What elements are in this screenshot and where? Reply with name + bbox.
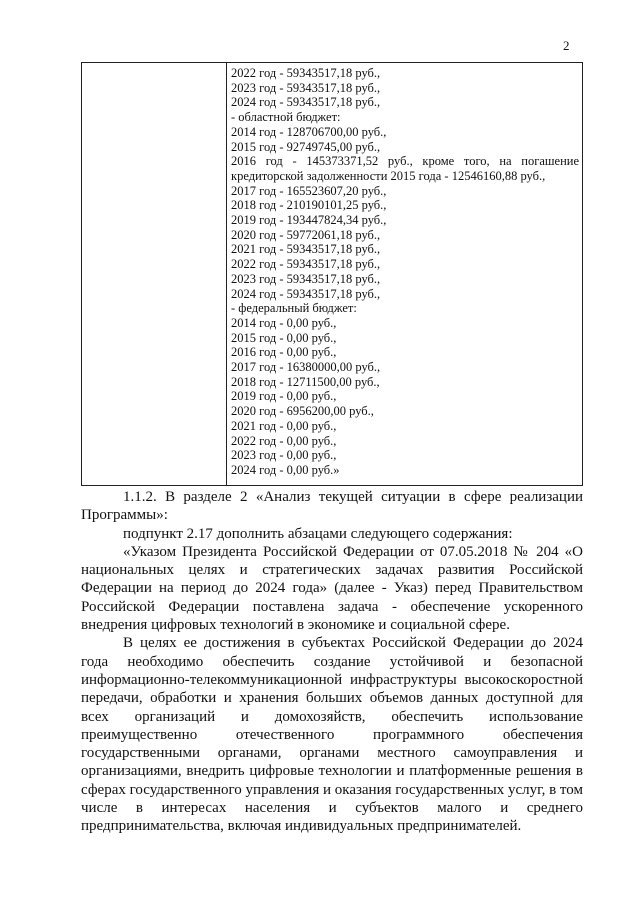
funding-line: 2021 год - 0,00 руб., (231, 418, 337, 433)
paragraph-digital-goals: В целях ее достижения в субъектах Российской Федерации до 2024 года необходимо обеспечить создание устойчивой и безопасной информационно-телекоммуникационной инфраструктуры высокоскоростной передачи, обработки и хранения больших объемов данных доступной для всех организаций и домохозяйств, обеспечить использование преимущественно отечественного программного обеспечения государственными органами, органами местного самоуправления и организациями, внедрить цифровые технологии и платформенные решения в сферах государственного управления и оказания государственных услуг, в том числе в интересах населения и субъектов малого и среднего предпринимательства, включая индивидуальных предпринимателей. (81, 635, 583, 835)
funding-line: 2023 год - 59343517,18 руб., (231, 80, 381, 95)
paragraph-subpoint-instruction: подпункт 2.17 дополнить абзацами следующего содержания: (123, 525, 513, 542)
funding-line: кредиторской задолженности 2015 года - 12546160,88 руб., (231, 168, 546, 183)
funding-line: 2024 год - 59343517,18 руб., (231, 286, 381, 301)
funding-line: 2015 год - 0,00 руб., (231, 330, 337, 345)
funding-line: 2015 год - 92749745,00 руб., (231, 139, 381, 154)
table-right-cell (227, 63, 582, 485)
funding-line: 2023 год - 0,00 руб., (231, 448, 337, 463)
funding-line: 2014 год - 128706700,00 руб., (231, 124, 387, 139)
funding-line: 2022 год - 59343517,18 руб., (231, 66, 381, 80)
funding-line: 2023 год - 59343517,18 руб., (231, 271, 381, 286)
table-left-cell (82, 63, 227, 485)
document-body (81, 488, 583, 836)
funding-line: 2016 год - 145373371,52 руб., кроме того, на погашение (231, 154, 579, 169)
budget-heading-regional: - областной бюджет: (231, 110, 341, 125)
funding-table (81, 62, 583, 486)
funding-line: 2018 год - 12711500,00 руб., (231, 374, 380, 389)
funding-line: 2017 год - 165523607,20 руб., (231, 183, 387, 198)
funding-line: 2018 год - 210190101,25 руб., (231, 198, 387, 213)
funding-line: 2020 год - 6956200,00 руб., (231, 404, 374, 419)
funding-line: 2014 год - 0,00 руб., (231, 315, 337, 330)
funding-line: 2017 год - 16380000,00 руб., (231, 360, 381, 375)
funding-line: 2020 год - 59772061,18 руб., (231, 227, 381, 242)
funding-line: 2022 год - 0,00 руб., (231, 433, 337, 448)
page-number: 2 (563, 38, 570, 53)
paragraph-decree-reference: «Указом Президента Российской Федерации от 07.05.2018 № 204 «О национальных целях и стратегических задачах развития Российской Федерации на период до 2024 года» (далее - Указ) перед Правительством Российской Федерации поставлена задача - обеспечение ускоренного внедрения цифровых технологий в экономике и социальной сфере. (81, 543, 583, 634)
paragraph-section-amendment: 1.1.2. В разделе 2 «Анализ текущей ситуации в сфере реализации Программы»: (81, 489, 583, 524)
funding-line: 2024 год - 59343517,18 руб., (231, 95, 381, 110)
funding-line: 2019 год - 193447824,34 руб., (231, 213, 387, 228)
funding-line: 2019 год - 0,00 руб., (231, 389, 337, 404)
funding-line: 2016 год - 0,00 руб., (231, 345, 337, 360)
funding-line: 2022 год - 59343517,18 руб., (231, 257, 381, 272)
funding-line: 2021 год - 59343517,18 руб., (231, 242, 381, 257)
budget-heading-federal: - федеральный бюджет: (231, 301, 357, 316)
funding-line: 2024 год - 0,00 руб.» (231, 462, 340, 477)
